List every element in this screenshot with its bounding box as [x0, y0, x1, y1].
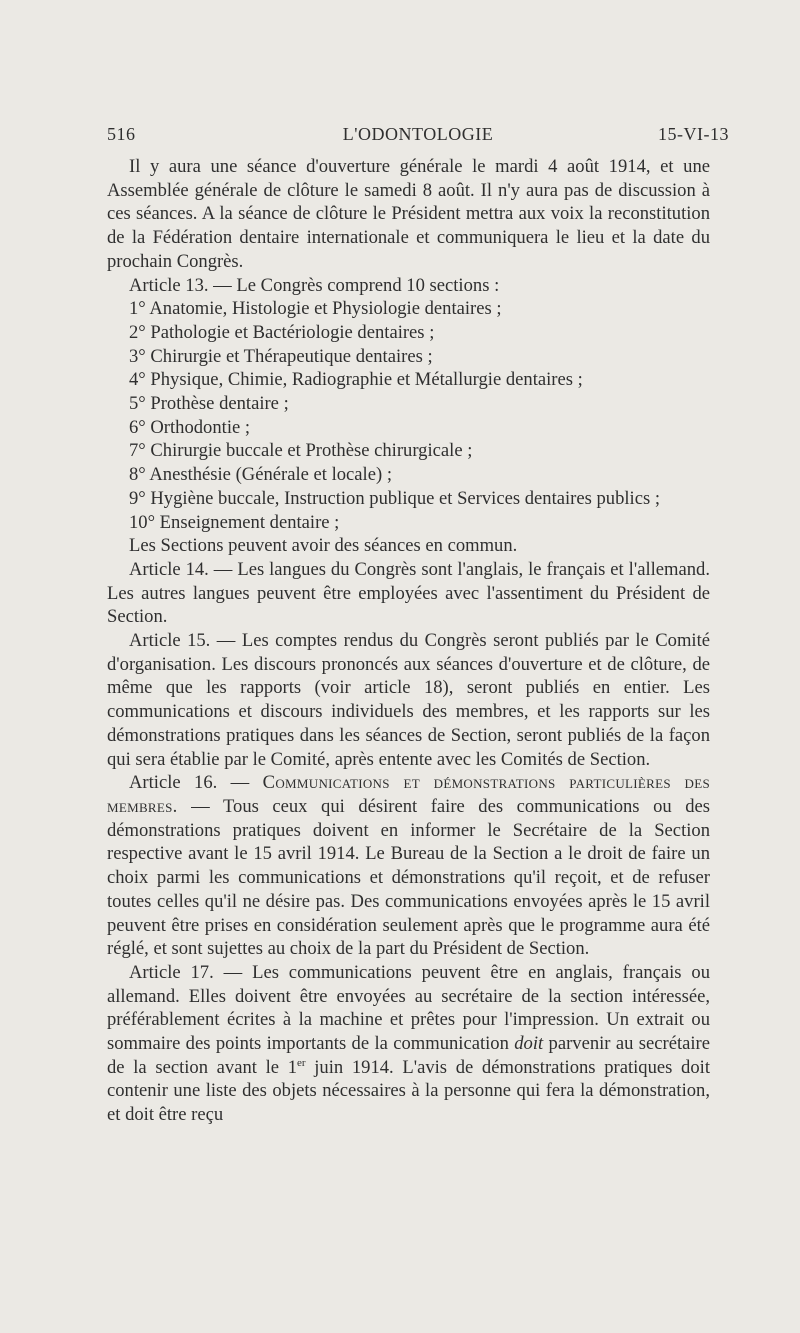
- section-item: 10° Enseignement dentaire ;: [129, 511, 340, 533]
- section-item: 7° Chirurgie buccale et Prothèse chirurgicale ;: [129, 440, 473, 462]
- article-17-part-a: Article 17. — Les communications peuvent être en anglais, français ou allemand. Elles doivent être envoyées au secrétaire de la section intéressée, préférablement écrites à la machine et prêtes pour l'impression. Un extrait ou sommaire des points importants de la communication: [107, 961, 710, 1055]
- section-list: [107, 297, 710, 534]
- opening-paragraph: Il y aura une séance d'ouverture générale le mardi 4 août 1914, et une Assemblée générale de clôture le samedi 8 août. Il n'y aura pas de discussion à ces séances. A la séance de clôture le Président mettra aux voix la reconstitution de la Fédération dentaire internationale et communiquera le lieu et la date du prochain Congrès.: [107, 156, 710, 272]
- article-17-part-b: parvenir au secrétaire de la section avant le 1: [107, 1033, 710, 1078]
- article-16: [107, 771, 710, 961]
- section-item: 9° Hygiène buccale, Instruction publique et Services dentaires publics ;: [129, 487, 661, 509]
- section-item: 8° Anesthésie (Générale et locale) ;: [129, 464, 392, 486]
- article-17-superscript: er: [297, 1056, 306, 1069]
- journal-title: L'ODONTOLOGIE: [342, 124, 494, 144]
- page-number: 516: [107, 124, 136, 144]
- article-body: [107, 155, 710, 1127]
- article-14: Article 14. — Les langues du Congrès sont l'anglais, le français et l'allemand. Les autres langues peuvent être employées avec l'assentiment du Président de Section.: [107, 558, 710, 628]
- section-item: 4° Physique, Chimie, Radiographie et Métallurgie dentaires ;: [129, 369, 583, 391]
- section-item: 6° Orthodontie ;: [129, 416, 251, 438]
- article-17-part-c: juin 1914. L'avis de démonstrations pratiques doit contenir une liste des objets nécessaires à la personne qui fera la démonstration, et doit être reçu: [107, 1056, 710, 1126]
- article-16-body: — Tous ceux qui désirent faire des communications ou des démonstrations pratiques doivent en informer le Secrétaire de la Section respective avant le 15 avril 1914. Le Bureau de la Section a le droit de faire un choix parmi les communications et démonstrations qu'il reçoit, et de refuser toutes celles qu'il ne désire pas. Des communications envoyées après le 15 avril peuvent être prises en considération seulement après que le programme aura été réglé, et sont sujettes au choix de la part du Président de Section.: [107, 795, 710, 960]
- article-16-title: Communications et démonstrations particulières des membres.: [107, 772, 711, 817]
- section-item: 3° Chirurgie et Thérapeutique dentaires ;: [129, 345, 433, 367]
- article-13: Article 13. — Le Congrès comprend 10 sections :: [129, 274, 500, 296]
- article-17: [107, 961, 710, 1127]
- section-item: 2° Pathologie et Bactériologie dentaires ;: [129, 321, 435, 343]
- sections-common-note: Les Sections peuvent avoir des séances en commun.: [129, 535, 518, 557]
- article-15: Article 15. — Les comptes rendus du Congrès seront publiés par le Comité d'organisation. Les discours prononcés aux séances d'ouverture et de clôture, de même que les rapports (voir article 18), seront publiés en entier. Les communications et discours individuels des membres, et les rapports sur les démonstrations pratiques dans les séances de Section, seront publiés de la façon qui sera établie par le Comité, après entente avec les Comités de Section.: [107, 630, 710, 770]
- running-header: [107, 124, 729, 150]
- section-item: 1° Anatomie, Histologie et Physiologie dentaires ;: [129, 298, 502, 320]
- section-item: 5° Prothèse dentaire ;: [129, 393, 289, 415]
- article-16-lead: Article 16. —: [129, 772, 263, 794]
- article-17-emphasis: doit: [514, 1033, 544, 1055]
- issue-date: 15-VI-13: [658, 124, 729, 144]
